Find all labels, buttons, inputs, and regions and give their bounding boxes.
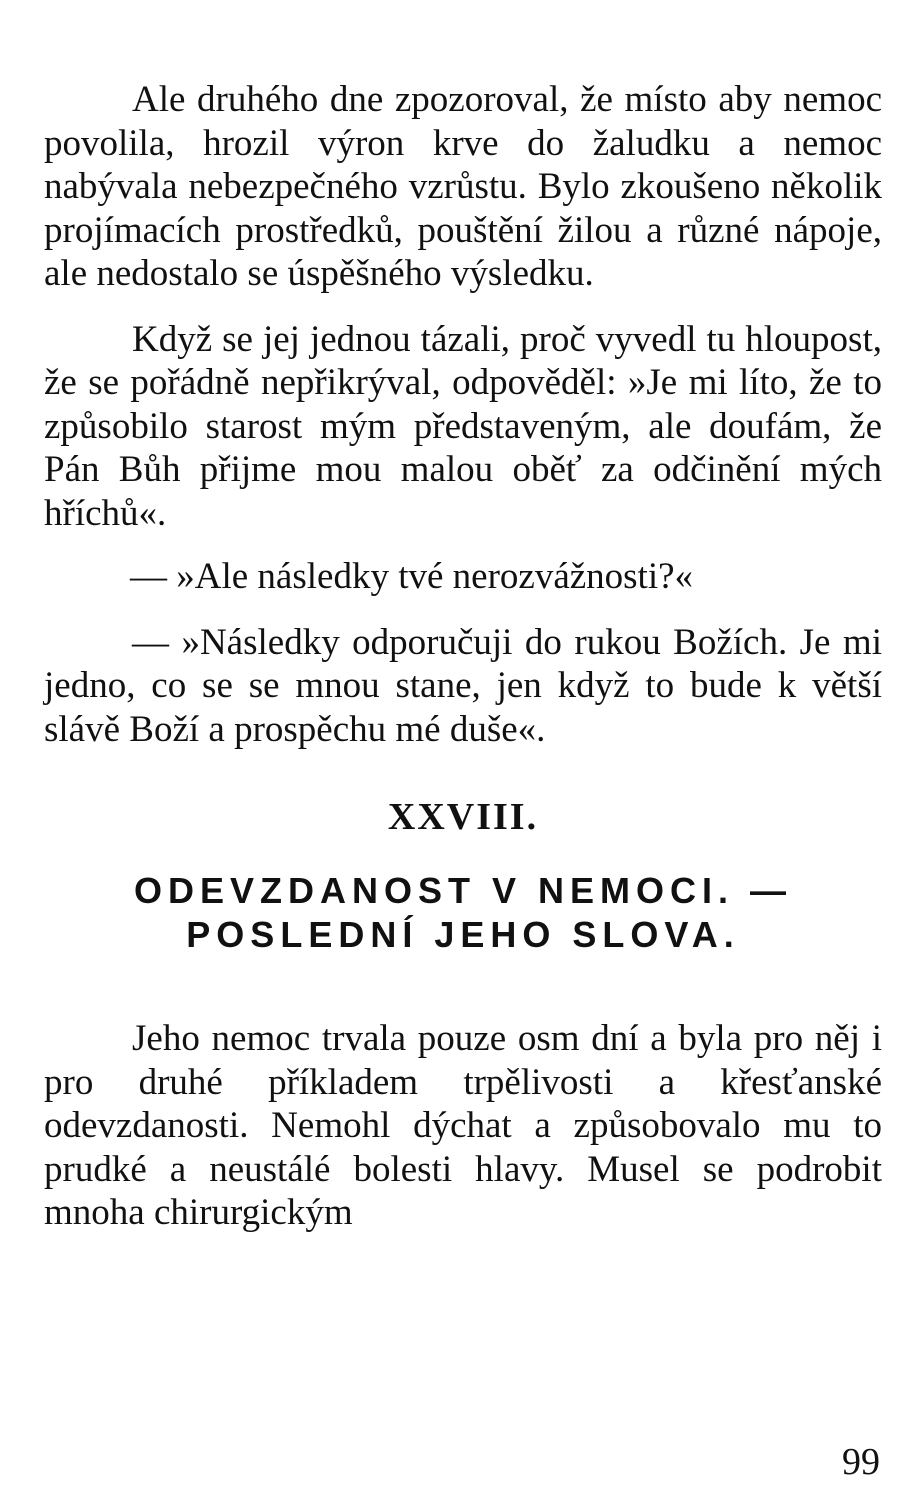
dialog-question: — »Ale následky tvé nerozvážnosti?« xyxy=(130,556,694,597)
dialog-answer: — »Následky odporučuji do rukou Božích. Je mi jedno, co se se mnou stane, jen když to bude k větší slávě Boží a prospěchu mé duše«. xyxy=(44,621,882,750)
paragraph-5: Jeho nemoc trvala pouze osm dní a byla pro něj i pro druhé příkladem trpělivosti a křesťanské odevzdanosti. Nemohl dýchat a způsobovalo mu to prudké a neustálé bolesti hlavy. Musel se podrobit mnoha chirurgickým xyxy=(44,1018,882,1233)
chapter-title-line-1: ODEVZDANOST V NEMOCI. — xyxy=(133,870,793,911)
book-page xyxy=(44,78,882,1235)
paragraph-1: Ale druhého dne zpozoroval, že místo aby nemoc povolila, hrozil výron krve do žaludku a nemoc nabývala nebezpečného vzrůstu. Bylo zkoušeno několik projímacích prostředků, pouštění žilou a různé nápoje, ale nedostalo se úspěšného výsledku. xyxy=(44,79,882,294)
paragraph-2: Když se jej jednou tázali, proč vyvedl tu hloupost, že se pořádně nepřikrýval, odpověděl: »Je mi líto, že to způsobilo starost mým představeným, ale doufám, že Pán Bůh přijme mou malou oběť za odčinění mých hříchů«. xyxy=(44,318,882,534)
chapter-number: XXVIII. xyxy=(387,796,539,838)
chapter-title xyxy=(44,869,882,957)
chapter-title-line-2: POSLEDNÍ JEHO SLOVA. xyxy=(186,914,740,955)
page-number: 99 xyxy=(842,1441,880,1483)
